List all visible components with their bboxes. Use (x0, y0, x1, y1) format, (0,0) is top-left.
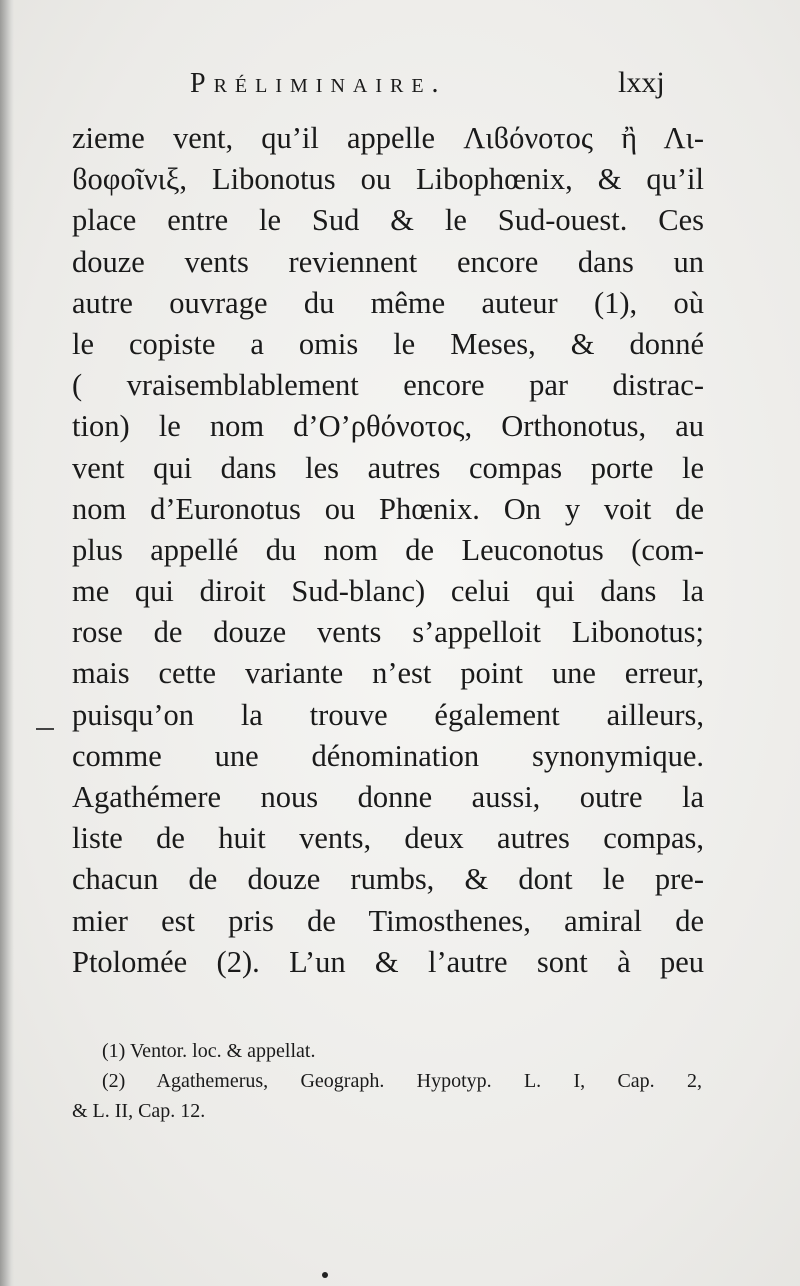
text-line: plus appellé du nom de Leuconotus (com- (72, 532, 704, 567)
text-line: Agathémere nous donne aussi, outre la (72, 780, 704, 814)
text-line: ϐοφοῖνιξ, Libonotus ou Libophœnix, & qu’il (72, 162, 704, 197)
text-line: puisqu’on la trouve également ailleurs, (72, 697, 704, 732)
text-line: zieme vent, qu’il appelle Λιϐόνοτος ἢ Λι- (72, 121, 704, 155)
margin-mark (36, 728, 54, 730)
text-line: le copiste a omis le Meses, & donné (72, 326, 704, 361)
footnote-1: (1) Ventor. loc. & appellat. (102, 1040, 316, 1062)
running-title: Préliminaire. (190, 68, 447, 99)
footnote-2: (2) Agathemerus, Geograph. Hypotyp. L. I, Cap. 2, (102, 1070, 702, 1092)
text-line: douze vents reviennent encore dans un (72, 244, 704, 279)
text-line: nom d’Euronotus ou Phœnix. On y voit de (72, 491, 704, 526)
text-line: me qui diroit Sud-blanc) celui qui dans la (72, 574, 704, 609)
text-line: place entre le Sud & le Sud-ouest. Ces (72, 203, 704, 238)
text-line: mier est pris de Timosthenes, amiral de (72, 903, 704, 938)
body-text (72, 118, 704, 983)
footnote-2-continuation: & L. II, Cap. 12. (72, 1100, 206, 1122)
text-line: chacun de douze rumbs, & dont le pre- (72, 862, 704, 897)
text-line: autre ouvrage du même auteur (1), où (72, 285, 704, 320)
text-line: mais cette variante n’est point une erreur, (72, 656, 704, 691)
page-gutter-shadow (0, 0, 14, 1286)
page-number: lxxj (618, 66, 665, 99)
text-line: Ptolomée (2). L’un & l’autre sont à peu (72, 944, 704, 979)
footnotes (72, 1036, 702, 1126)
text-line: comme une dénomination synonymique. (72, 738, 704, 773)
page-header (0, 60, 800, 110)
text-line: rose de douze vents s’appelloit Libonotus; (72, 615, 704, 650)
text-line: ( vraisemblablement encore par distrac- (72, 368, 704, 403)
text-line: tion) le nom d’Ο’ρθόνοτος, Orthonotus, au (72, 409, 704, 444)
text-line: vent qui dans les autres compas porte le (72, 450, 704, 485)
ink-dot (322, 1272, 328, 1278)
text-line: liste de huit vents, deux autres compas, (72, 821, 704, 856)
